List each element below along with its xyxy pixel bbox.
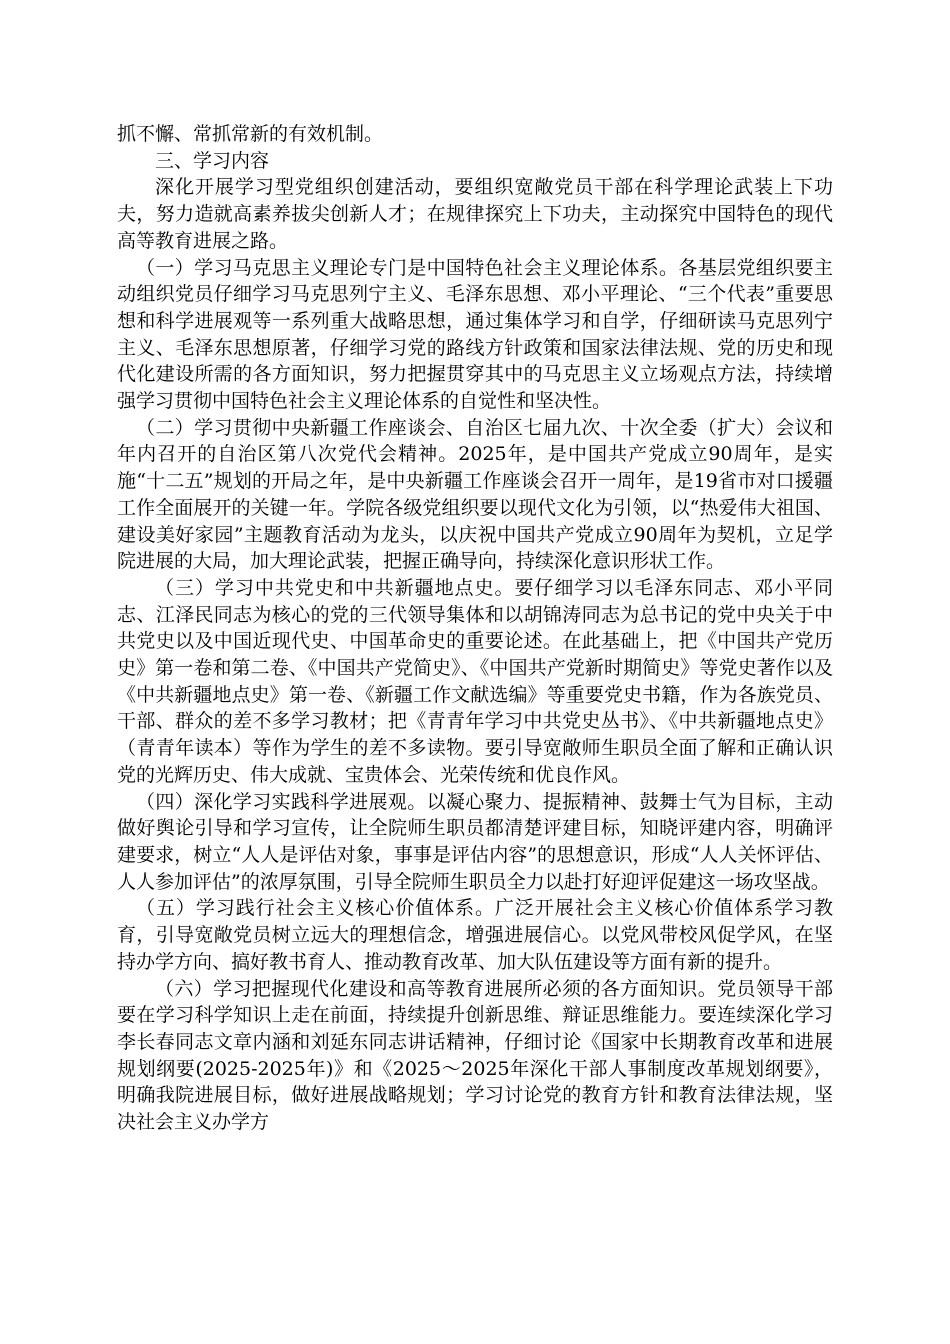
- paragraph-continuation: 抓不懈、常抓常新的有效机制。: [117, 123, 384, 145]
- document-body: [117, 121, 833, 1136]
- paragraph-item-4: （四）深化学习实践科学进展观。以凝心聚力、提振精神、鼓舞士气为目标，主动做好舆论引导和学习宣传，让全院师生职员都清楚评建目标，知晓评建内容，明确评建要求，树立“人人是评估对象，事事是评估内容”的思想意识，形成“人人关怀评估、人人参加评估”的浓厚氛围，引导全院师生职员全力以赴打好迎评促建这一场攻坚战。: [117, 790, 833, 893]
- paragraph-intro: 深化开展学习型党组织创建活动，要组织宽敞党员干部在科学理论武装上下功夫，努力造就高素养拔尖创新人才；在规律探究上下功夫，主动探究中国特色的现代高等教育进展之路。: [117, 176, 833, 252]
- paragraph-item-1: （一）学习马克思主义理论专门是中国特色社会主义理论体系。各基层党组织要主动组织党员仔细学习马克思列宁主义、毛泽东思想、邓小平理论、“三个代表”重要思想和科学进展观等一系列重大战略思想，通过集体学习和自学，仔细研读马克思列宁主义、毛泽东思想原著，仔细学习党的路线方针政策和国家法律法规、党的历史和现代化建设所需的各方面知识，努力把握贯穿其中的马克思主义立场观点方法，持续增强学习贯彻中国特色社会主义理论体系的自觉性和坚决性。: [117, 256, 833, 413]
- paragraph-item-2: （二）学习贯彻中央新疆工作座谈会、自治区七届九次、十次全委（扩大）会议和年内召开的自治区第八次党代会精神。2025年，是中国共产党成立90周年，是实施“十二五”规划的开局之年，是中央新疆工作座谈会召开一周年，是19省市对口援疆工作全面展开的关键一年。学院各级党组织要以现代文化为引领，以“热爱伟大祖国、建设美好家园”主题教育活动为龙头，以庆祝中国共产党成立90周年为契机，立足学院进展的大局，加大理论武装，把握正确导向，持续深化意识形状工作。: [117, 416, 833, 573]
- paragraph-item-3: （三）学习中共党史和中共新疆地点史。要仔细学习以毛泽东同志、邓小平同志、江泽民同志为核心的党的三代领导集体和以胡锦涛同志为总书记的党中央关于中共党史以及中国近现代史、中国革命史的重要论述。在此基础上，把《中国共产党历史》第一卷和第二卷、《中国共产党简史》、《中国共产党新时期简史》等党史著作以及《中共新疆地点史》第一卷、《新疆工作文献选编》等重要党史书籍，作为各族党员、干部、群众的差不多学习教材；把《青青年学习中共党史丛书》、《中共新疆地点史》（青青年读本）等作为学生的差不多读物。要引导宽敞师生职员全面了解和正确认识党的光辉历史、伟大成就、宝贵体会、光荣传统和优良作风。: [117, 576, 833, 786]
- paragraph-item-5: （五）学习践行社会主义核心价值体系。广泛开展社会主义核心价值体系学习教育，引导宽敞党员树立远大的理想信念，增强进展信心。以党风带校风促学风，在坚持办学方向、搞好教书育人、推动教育改革、加大队伍建设等方面有新的提升。: [117, 897, 833, 973]
- paragraph-item-6: （六）学习把握现代化建设和高等教育进展所必须的各方面知识。党员领导干部要在学习科学知识上走在前面，持续提升创新思维、辩证思维能力。要连续深化学习李长春同志文章内涵和刘延东同志讲话精神，仔细讨论《国家中长期教育改革和进展规划纲要(2025-2025年)》和《2025～2025年深化干部人事制度改革规划纲要》，明确我院进展目标，做好进展战略规划；学习讨论党的教育方针和教育法律法规，坚决社会主义办学方: [117, 977, 833, 1134]
- section-heading: 三、学习内容: [155, 149, 270, 172]
